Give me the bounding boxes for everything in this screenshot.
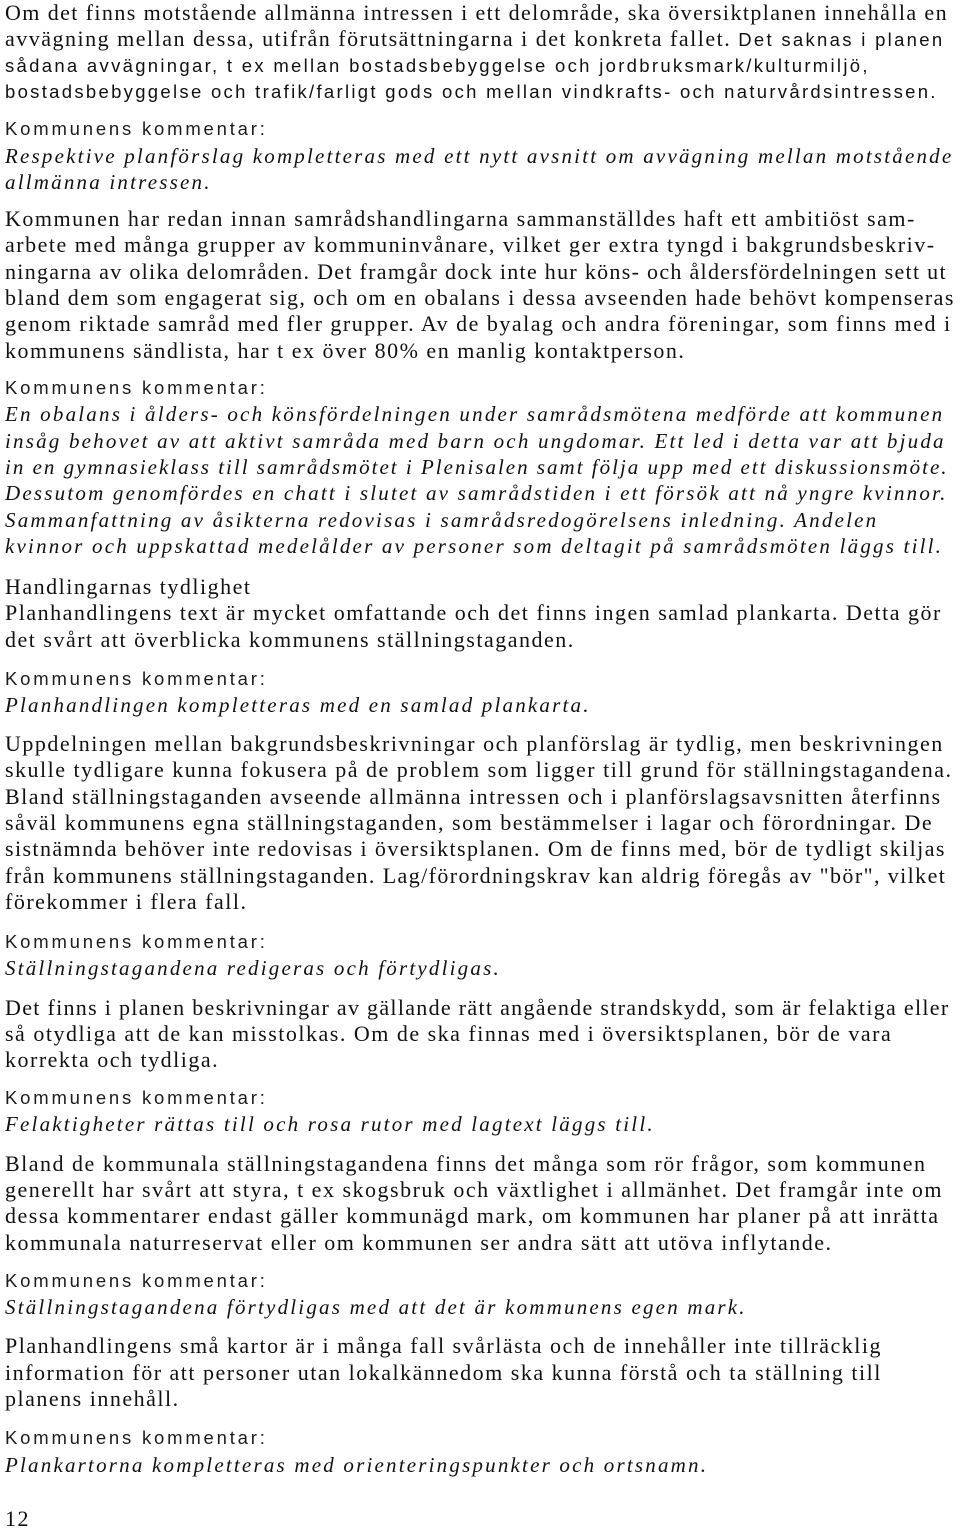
paragraph-line: Planhandlingens text är mycket omfattande och det finns ingen samlad plankarta. Detta gör — [5, 600, 942, 626]
comment-label: Kommunens kommentar: — [5, 930, 268, 952]
comment-label: Kommunens kommentar: — [5, 376, 268, 398]
comment-label: Kommunens kommentar: — [5, 1086, 268, 1108]
paragraph-line: Om det finns motstående allmänna intressen i ett delområde, ska översiktplanen innehålla en — [5, 0, 948, 25]
comment-line: Felaktigheter rättas till och rosa rutor med lagtext läggs till. — [5, 1111, 655, 1136]
comment-block — [5, 666, 960, 719]
paragraph-line: förekommer i flera fall. — [5, 889, 248, 915]
paragraph-line: Det finns i planen beskrivningar av gällande rätt angående strandskydd, som är felaktiga eller — [5, 994, 950, 1020]
comment-line: Plankartorna kompletteras med orienteringspunkter och ortsnamn. — [5, 1452, 709, 1477]
comment-block — [5, 1425, 960, 1478]
paragraph-line: sådana avvägningar, t ex mellan bostadsbebyggelse och jordbruksmark/kulturmiljö, — [5, 54, 870, 76]
comment-line: Respektive planförslag kompletteras med ett nytt avsnitt om avvägning mellan motstående — [5, 143, 954, 168]
paragraph-line: kommunens sändlista, har t ex över 80% en manlig kontaktperson. — [5, 337, 686, 363]
paragraph-line: arbete med många grupper av kommuninvånare, vilket ger extra tyngd i bakgrundsbeskriv- — [5, 232, 936, 258]
paragraph — [5, 1333, 960, 1412]
page-number: 12 — [5, 1506, 30, 1531]
comment-block — [5, 1268, 960, 1321]
paragraph-line-segment: Det saknas i planen — [738, 29, 945, 51]
paragraph-line — [5, 26, 944, 52]
comment-line: Ställningstagandena redigeras och förtydligas. — [5, 956, 501, 981]
comment-line: Planhandlingen kompletteras med en samlad plankarta. — [5, 693, 591, 718]
paragraph-line: sistnämnda behöver inte redovisas i översiktsplanen. Om de finns med, bör de tydligt skiljas — [5, 836, 946, 862]
paragraph-line: det svårt att överblicka kommunens ställningstaganden. — [5, 626, 575, 652]
comment-block — [5, 1085, 960, 1138]
paragraph-line-segment: avvägning mellan dessa, utifrån förutsättningarna i det konkreta fallet. — [5, 26, 739, 52]
paragraph-line: information för att personer utan lokalkännedom ska kunna förstå och ta ställning till — [5, 1359, 882, 1385]
paragraph-line: ningarna av olika delområden. Det framgår dock inte hur köns- och åldersfördelningen sett ut — [5, 258, 947, 284]
paragraph-line: Bland ställningstaganden avseende allmänna intressen och i planförslagsavsnitten återfinns — [5, 783, 942, 809]
paragraph-line: genom riktade samråd med fler grupper. Av de byalag och andra föreningar, som finns med i — [5, 311, 952, 337]
paragraph-line: bostadsbebyggelse och trafik/farligt gods och mellan vindkrafts- och naturvårdsintressen. — [5, 81, 938, 103]
paragraph — [5, 600, 960, 653]
comment-line: Dessutom genomfördes en chatt i slutet av samrådstiden i ett försök att nå yngre kvinnor. — [5, 481, 948, 506]
paragraph-line: bland dem som engagerat sig, och om en obalans i dessa avseenden hade behövt kompenseras — [5, 285, 955, 311]
section-heading: Handlingarnas tydlighet — [5, 573, 252, 599]
comment-line: insåg behovet av att aktivt samråda med barn och ungdomar. Ett led i detta var att bjuda — [5, 428, 946, 453]
paragraph-line: så otydliga att de kan misstolkas. Om de ska finnas med i översiktsplanen, bör de vara — [5, 1021, 893, 1046]
comment-block — [5, 116, 960, 195]
comment-line: allmänna intressen. — [5, 169, 212, 194]
paragraph-line: skulle tydligare kunna fokusera på de problem som ligger till grund för ställningstagandena. — [5, 757, 953, 783]
paragraph-line: kommunala naturreservat eller om kommunen ser andra sätt att utöva inflytande. — [5, 1229, 833, 1255]
paragraph-line: Uppdelningen mellan bakgrundsbeskrivningar och planförslag är tydlig, men beskrivningen — [5, 730, 944, 756]
paragraph — [5, 995, 960, 1074]
section — [5, 574, 960, 600]
paragraph-line: generellt har svårt att styra, t ex skogsbruk och växtlighet i allmänhet. Det framgår inte om — [5, 1176, 943, 1202]
comment-line: En obalans i ålders- och könsfördelningen under samrådsmötena medförde att kommunen — [5, 402, 945, 427]
comment-line: in en gymnasieklass till samrådsmötet i Plenisalen samt följa upp med ett diskussionsmöte. — [5, 455, 949, 480]
comment-block — [5, 929, 960, 982]
paragraph-line: Kommunen har redan innan samrådshandlingarna sammanställdes haft ett ambitiöst sam- — [5, 205, 916, 231]
comment-label: Kommunens kommentar: — [5, 118, 268, 140]
paragraph — [5, 206, 960, 364]
comment-label: Kommunens kommentar: — [5, 1269, 268, 1291]
paragraph-line: korrekta och tydliga. — [5, 1047, 220, 1073]
paragraph-line: dessa kommentarer endast gäller kommunägd mark, om kommunen har planer på att inrätta — [5, 1203, 940, 1229]
paragraph-line: såväl kommunens egna ställningstaganden, som bestämmelser i lagar och förordningar. De — [5, 809, 934, 835]
comment-line: Sammanfattning av åsikterna redovisas i samrådsredogörelsens inledning. Andelen — [5, 507, 879, 532]
comment-label: Kommunens kommentar: — [5, 1427, 268, 1449]
comment-line: kvinnor och uppskattad medelålder av personer som deltagit på samrådsmöten läggs till. — [5, 534, 944, 559]
paragraph — [5, 0, 960, 106]
paragraph-line: Planhandlingens små kartor är i många fall svårlästa och de innehåller inte tillräcklig — [5, 1333, 883, 1359]
paragraph-line: planens innehåll. — [5, 1386, 180, 1412]
comment-block — [5, 375, 960, 560]
paragraph — [5, 1151, 960, 1257]
paragraph-line: från kommunens ställningstaganden. Lag/förordningskrav kan aldrig föregås av "bör", vilket — [5, 862, 947, 888]
paragraph-line: Bland de kommunala ställningstagandena finns det många som rör frågor, som kommunen — [5, 1150, 927, 1176]
comment-line: Ställningstagandena förtydligas med att det är kommunens egen mark. — [5, 1294, 747, 1319]
paragraph — [5, 731, 960, 916]
comment-label: Kommunens kommentar: — [5, 667, 268, 689]
